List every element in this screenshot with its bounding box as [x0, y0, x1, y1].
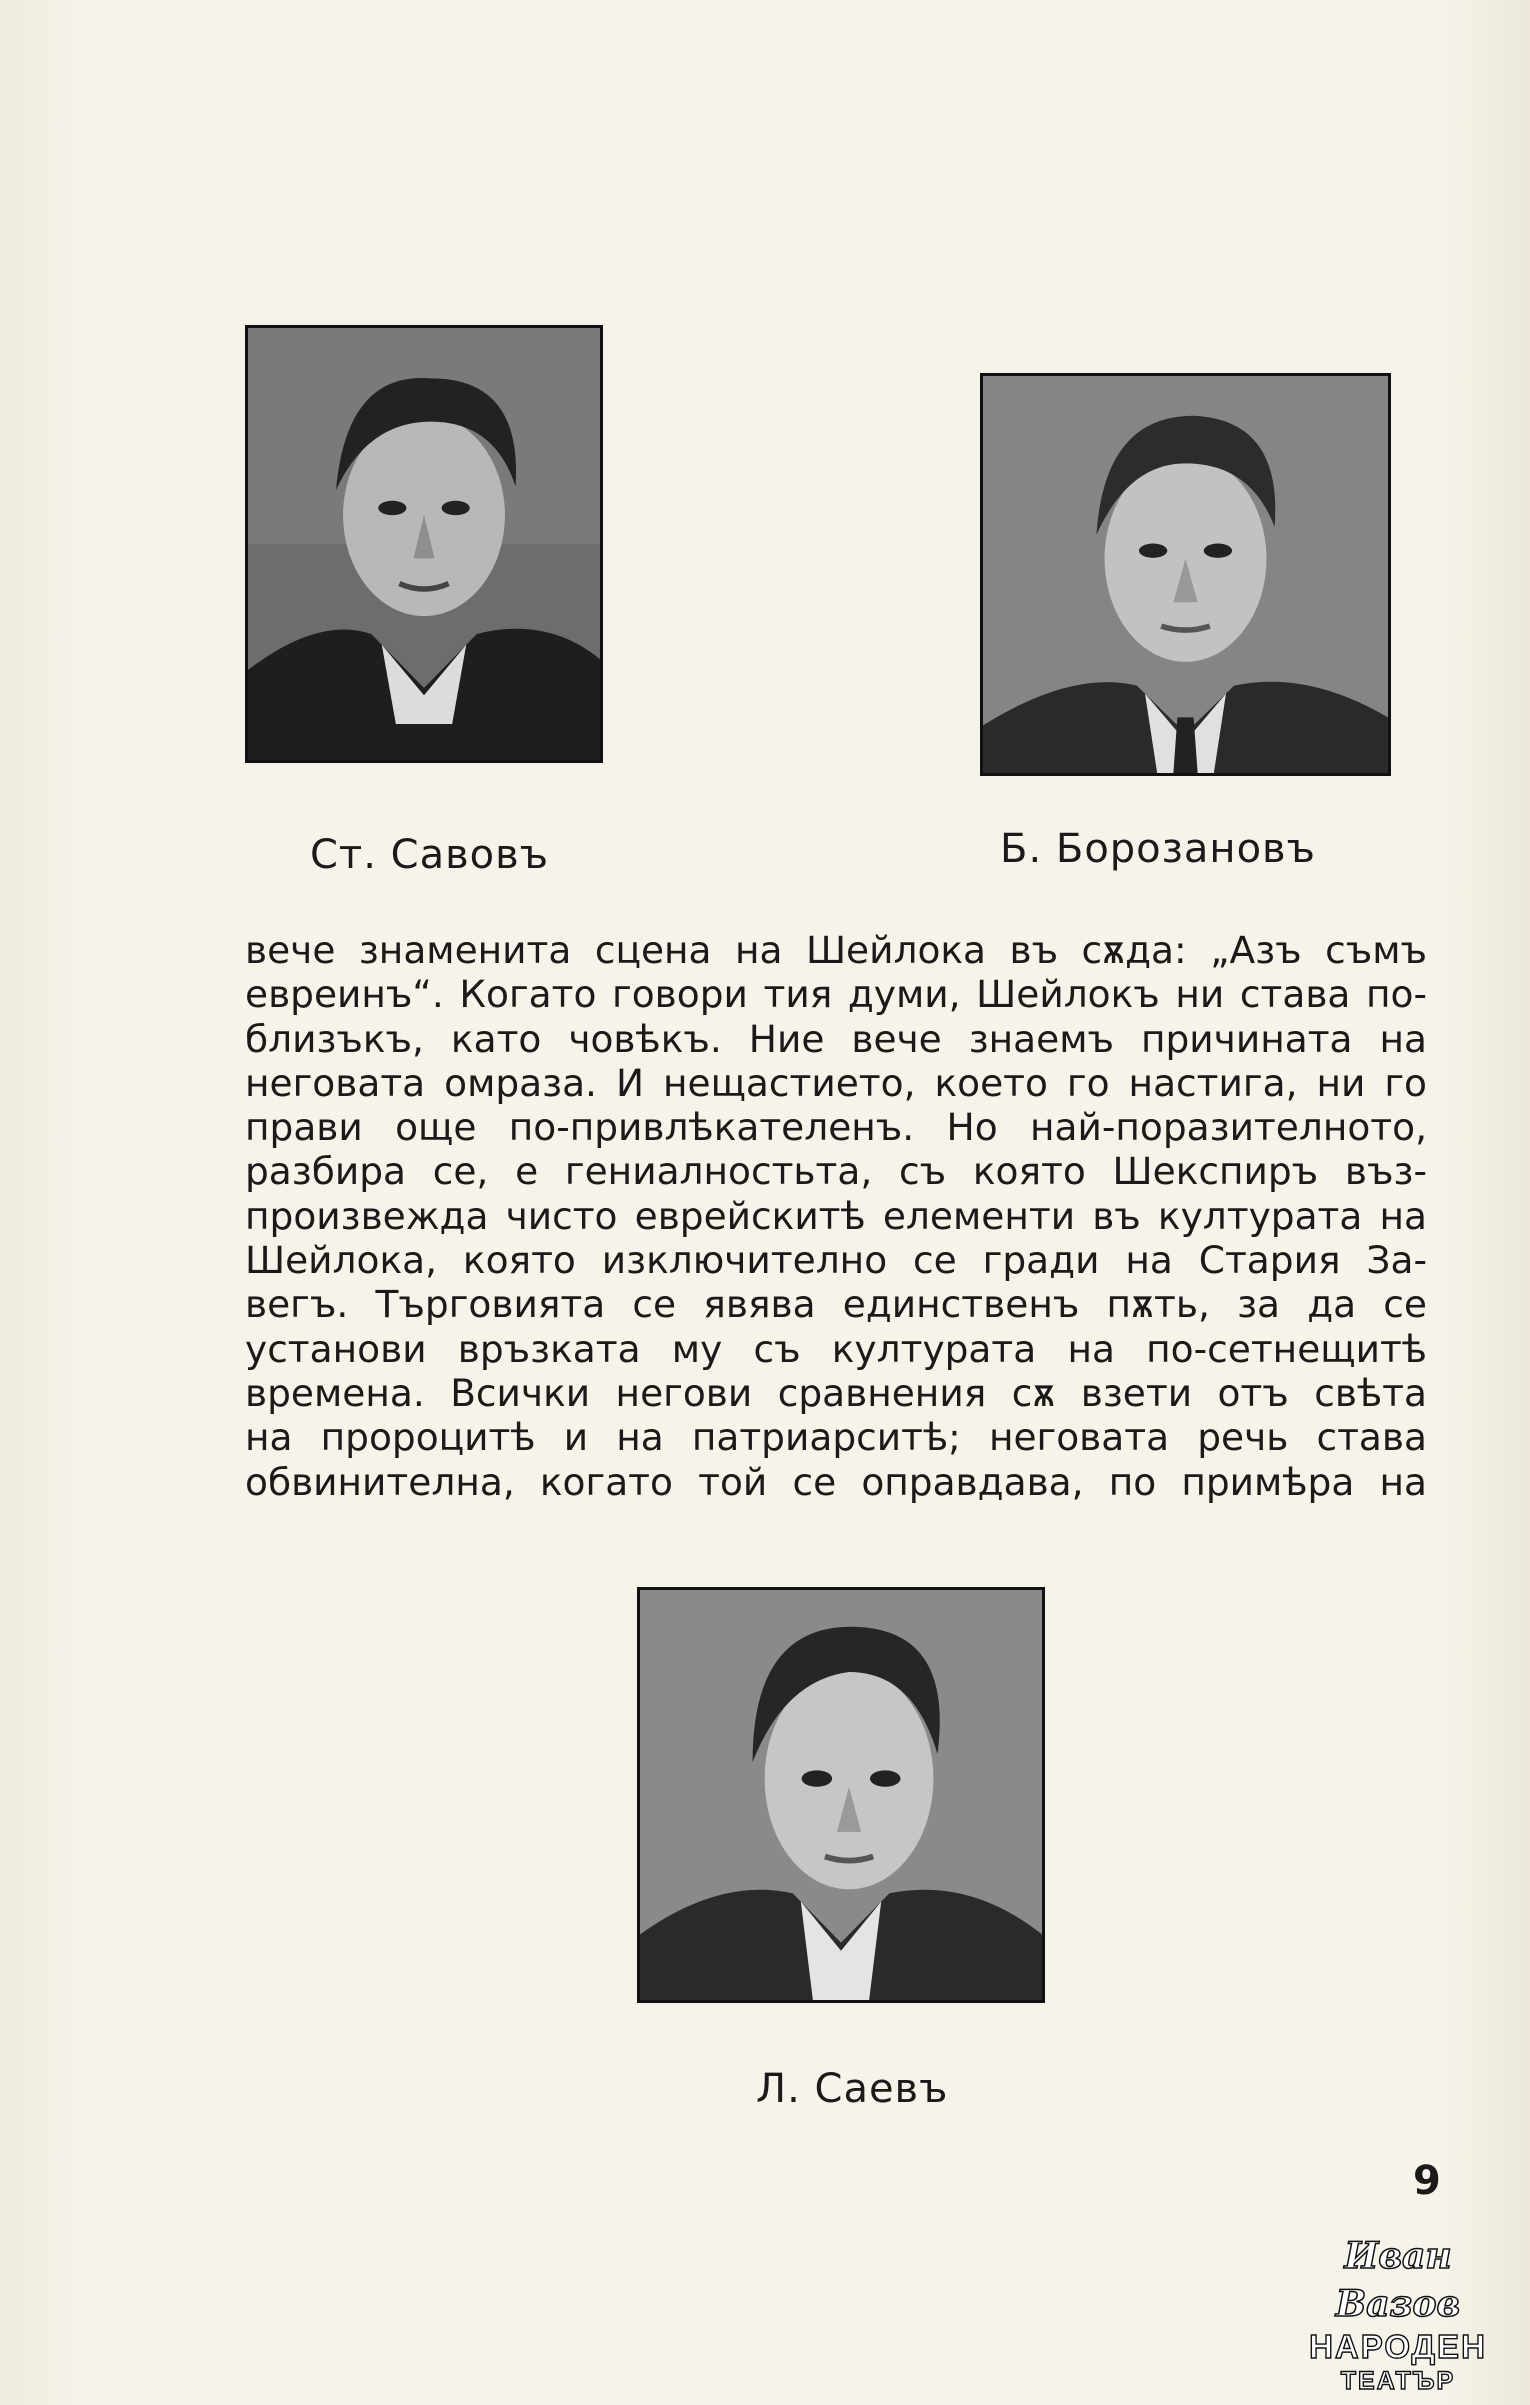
logo-signature: Иван Вазов: [1335, 2235, 1461, 2325]
text-line: евреинъ“. Когато говори тия думи, Шейлокъ ни става по-: [245, 972, 1427, 1017]
text-line: вече знаменита сцена на Шейлока въ сѫда: „Азъ съмъ: [245, 928, 1427, 972]
text-line: Шейлока, която изключително се гради на Стария За-: [245, 1238, 1427, 1283]
page-number: 9: [1413, 2158, 1441, 2204]
portrait-photo-savov: [245, 325, 603, 763]
portrait-photo-borozanov: [980, 373, 1391, 776]
photo-caption: Ст. Савовъ: [310, 832, 549, 878]
text-line: времена. Всички негови сравнения сѫ взети отъ свѣта: [245, 1370, 1427, 1415]
photo-caption: Л. Саевъ: [756, 2066, 949, 2112]
theatre-logo: [1303, 2232, 1493, 2395]
logo-line-2: ТЕАТЪР: [1340, 2367, 1456, 2395]
photo-caption: Б. Борозановъ: [1000, 826, 1316, 872]
body-paragraph: [245, 928, 1427, 1504]
logo-line-1: НАРОДЕН: [1309, 2328, 1487, 2365]
text-line: прави още по-привлѣкателенъ. Но най-поразителното,: [245, 1105, 1427, 1150]
text-line: произвежда чисто еврейскитѣ елементи въ културата на: [245, 1193, 1427, 1238]
text-line: на пророцитѣ и на патриарситѣ; неговата речь става: [245, 1415, 1427, 1460]
text-line: установи връзката му съ културата на по-сетнещитѣ: [245, 1326, 1427, 1371]
portrait-photo-saev: [637, 1587, 1045, 2003]
text-line: разбира се, е гениалностьта, съ която Шекспиръ въз-: [245, 1149, 1427, 1194]
text-line: обвинителна, когато той се оправдава, по примѣра на: [245, 1459, 1427, 1504]
text-line: близъкъ, като човѣкъ. Ние вече знаемъ причината на: [245, 1016, 1427, 1061]
text-line: неговата омраза. И нещастието, което го настига, ни го: [245, 1060, 1427, 1105]
text-line: вегъ. Търговията се явява единственъ пѫть, за да се: [245, 1282, 1427, 1327]
portrait-image: [640, 1590, 1042, 2000]
portrait-image: [248, 328, 600, 760]
portrait-image: [983, 376, 1388, 773]
